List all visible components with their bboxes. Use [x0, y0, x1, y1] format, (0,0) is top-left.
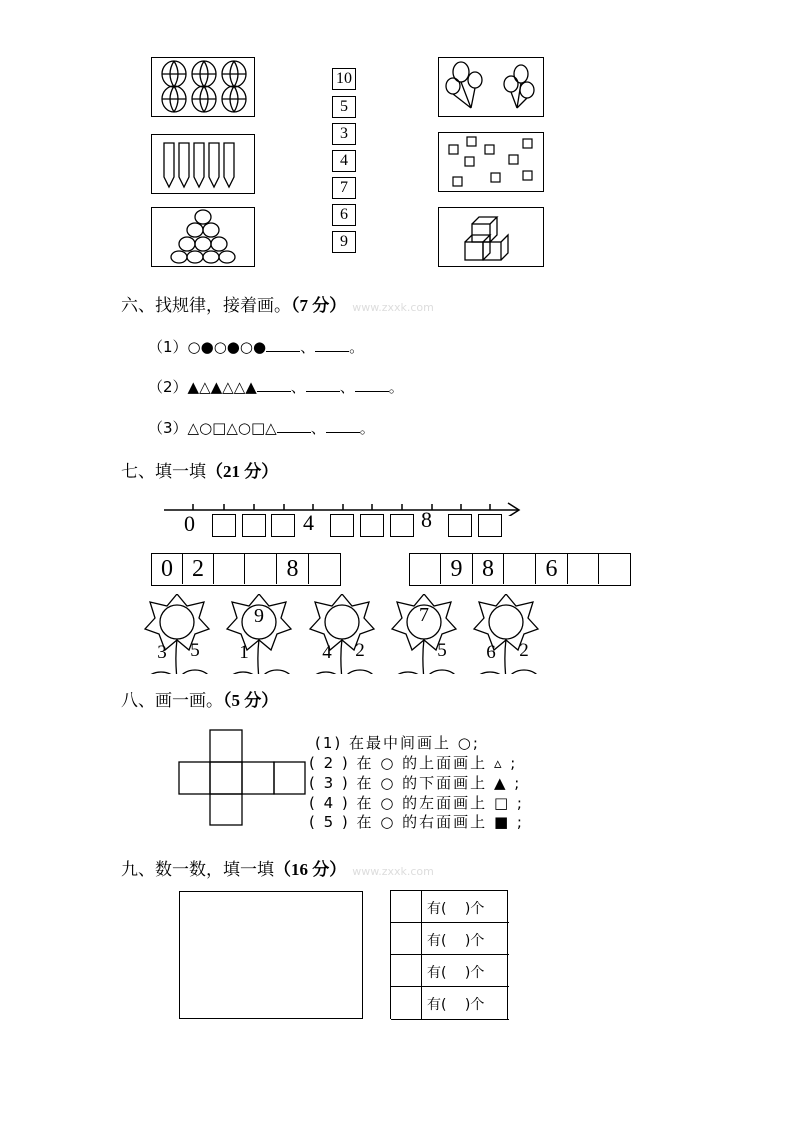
pattern-sequence: ▲△▲△△▲ — [187, 378, 257, 396]
drawing-instruction: (1) 在最中间画上 ○; — [315, 734, 480, 752]
section-8-points: （5 分） — [223, 691, 279, 710]
picture-box-pencils — [151, 134, 255, 194]
separator-mark: 、 — [290, 378, 306, 396]
strip-cell: 2 — [183, 554, 214, 584]
strip-cell: 0 — [152, 554, 183, 584]
strip-cell[interactable] — [504, 554, 536, 584]
answer-blank[interactable] — [326, 418, 360, 433]
balloons-icon — [439, 58, 541, 114]
flower-top-number: 9 — [254, 605, 264, 627]
number-line-blank[interactable] — [212, 514, 236, 537]
section-6-title: 六、找规律，接着画。 — [121, 296, 291, 316]
row-number: （2） — [148, 378, 188, 396]
count-row — [391, 891, 509, 923]
strip-cell[interactable] — [568, 554, 599, 584]
pattern-row-2 — [148, 376, 404, 397]
cubes-icon — [439, 208, 541, 264]
count-label[interactable]: 有( )个 — [427, 965, 485, 981]
number-line-blank[interactable] — [448, 514, 472, 537]
pattern-sequence: ○●○●○● — [187, 338, 267, 356]
flower-leaf-number: 4 — [322, 642, 332, 663]
number-card: 9 — [332, 231, 356, 253]
flower-top-number: 7 — [419, 604, 429, 626]
section-8-title: 八、画一画。 — [121, 691, 223, 711]
separator-mark: 、 — [300, 338, 316, 356]
picture-box-balls — [151, 57, 255, 117]
count-row — [391, 923, 509, 955]
end-mark: 。 — [388, 378, 404, 396]
strip-cell[interactable] — [599, 554, 629, 584]
picture-area — [179, 891, 363, 1019]
section-8-heading — [121, 686, 278, 711]
number-strip-1 — [151, 553, 341, 586]
section-7-title: 七、填一填 — [121, 462, 206, 482]
strip-cell[interactable] — [214, 554, 245, 584]
answer-blank[interactable] — [277, 418, 311, 433]
number-line-blank[interactable] — [242, 514, 266, 537]
number-line-blank[interactable] — [390, 514, 414, 537]
drawing-instruction: ( 4 ) 在 ○ 的左面画上 □ ; — [309, 794, 524, 812]
section-9-title: 九、数一数，填一填 — [121, 860, 274, 880]
number-card: 4 — [332, 150, 356, 172]
number-line-blank[interactable] — [330, 514, 354, 537]
flower-leaf-number: 1 — [239, 642, 249, 663]
column-divider — [421, 987, 422, 1019]
answer-blank[interactable] — [315, 337, 349, 352]
picture-box-balloons — [438, 57, 544, 117]
section-9-heading — [121, 855, 434, 880]
number-card: 7 — [332, 177, 356, 199]
cross-grid[interactable] — [178, 729, 314, 827]
count-label[interactable]: 有( )个 — [427, 933, 485, 949]
count-label[interactable]: 有( )个 — [427, 997, 485, 1013]
end-mark: 。 — [349, 338, 365, 356]
faint-watermark-text: www.zxxk.com — [352, 301, 434, 314]
pattern-row-3 — [148, 417, 375, 438]
separator-mark: 、 — [310, 419, 326, 437]
strip-cell[interactable] — [309, 554, 339, 584]
section-9-points: （16 分） — [274, 860, 347, 879]
flower-leaf-number: 5 — [437, 640, 447, 661]
row-number: （1） — [148, 338, 188, 356]
strip-cell[interactable] — [410, 554, 441, 584]
answer-blank[interactable] — [355, 377, 389, 392]
count-table — [390, 890, 508, 1019]
end-mark: 。 — [359, 419, 375, 437]
strip-cell: 8 — [277, 554, 309, 584]
number-card: 10 — [332, 68, 356, 90]
flower-leaf-number: 2 — [355, 640, 365, 661]
number-line-label: 0 — [184, 511, 195, 536]
drawing-instruction: ( 3 ) 在 ○ 的下面画上 ▲ ; — [309, 774, 522, 792]
number-card: 3 — [332, 123, 356, 145]
number-card: 5 — [332, 96, 356, 118]
number-line-blank[interactable] — [360, 514, 384, 537]
count-row — [391, 955, 509, 987]
number-line-blank[interactable] — [478, 514, 502, 537]
strip-cell: 8 — [473, 554, 504, 584]
flower-leaf-number: 6 — [486, 642, 496, 663]
strip-cell: 6 — [536, 554, 568, 584]
picture-box-stacked-balls — [151, 207, 255, 267]
picture-box-squares — [438, 132, 544, 192]
stacked-balls-icon — [152, 208, 252, 264]
count-row — [391, 987, 509, 1020]
number-strip-2 — [409, 553, 631, 586]
number-line — [160, 496, 525, 516]
number-line-label: 4 — [303, 510, 314, 535]
section-6-heading — [121, 291, 434, 316]
answer-blank[interactable] — [257, 377, 291, 392]
pattern-row-1 — [148, 336, 364, 357]
faint-watermark-text: www.zxxk.com — [352, 865, 434, 878]
column-divider — [421, 955, 422, 986]
pattern-sequence: △○□△○□△ — [187, 419, 277, 437]
drawing-instruction: ( 5 ) 在 ○ 的右面画上 ■ ; — [309, 813, 524, 831]
number-card: 6 — [332, 204, 356, 226]
answer-blank[interactable] — [306, 377, 340, 392]
count-label[interactable]: 有( )个 — [427, 901, 485, 917]
picture-box-cubes — [438, 207, 544, 267]
flower-leaf-number: 3 — [157, 642, 167, 663]
section-7-points: （21 分） — [206, 462, 279, 481]
row-number: （3） — [148, 419, 188, 437]
section-6-points: （7 分） — [291, 296, 347, 315]
flower-leaf-number: 2 — [519, 640, 529, 661]
drawing-instruction: ( 2 ) 在 ○ 的上面画上 ▵ ; — [309, 754, 518, 772]
strip-cell[interactable] — [245, 554, 277, 584]
column-divider — [421, 891, 422, 922]
balls-icon — [152, 58, 252, 114]
column-divider — [421, 923, 422, 954]
section-7-heading — [121, 457, 278, 482]
pencils-icon — [152, 135, 252, 191]
answer-blank[interactable] — [266, 337, 300, 352]
squares-icon — [439, 133, 541, 189]
strip-cell: 9 — [441, 554, 473, 584]
separator-mark: 、 — [339, 378, 355, 396]
flower-leaf-number: 5 — [190, 640, 200, 661]
number-line-label: 8 — [421, 507, 432, 532]
number-line-blank[interactable] — [271, 514, 295, 537]
